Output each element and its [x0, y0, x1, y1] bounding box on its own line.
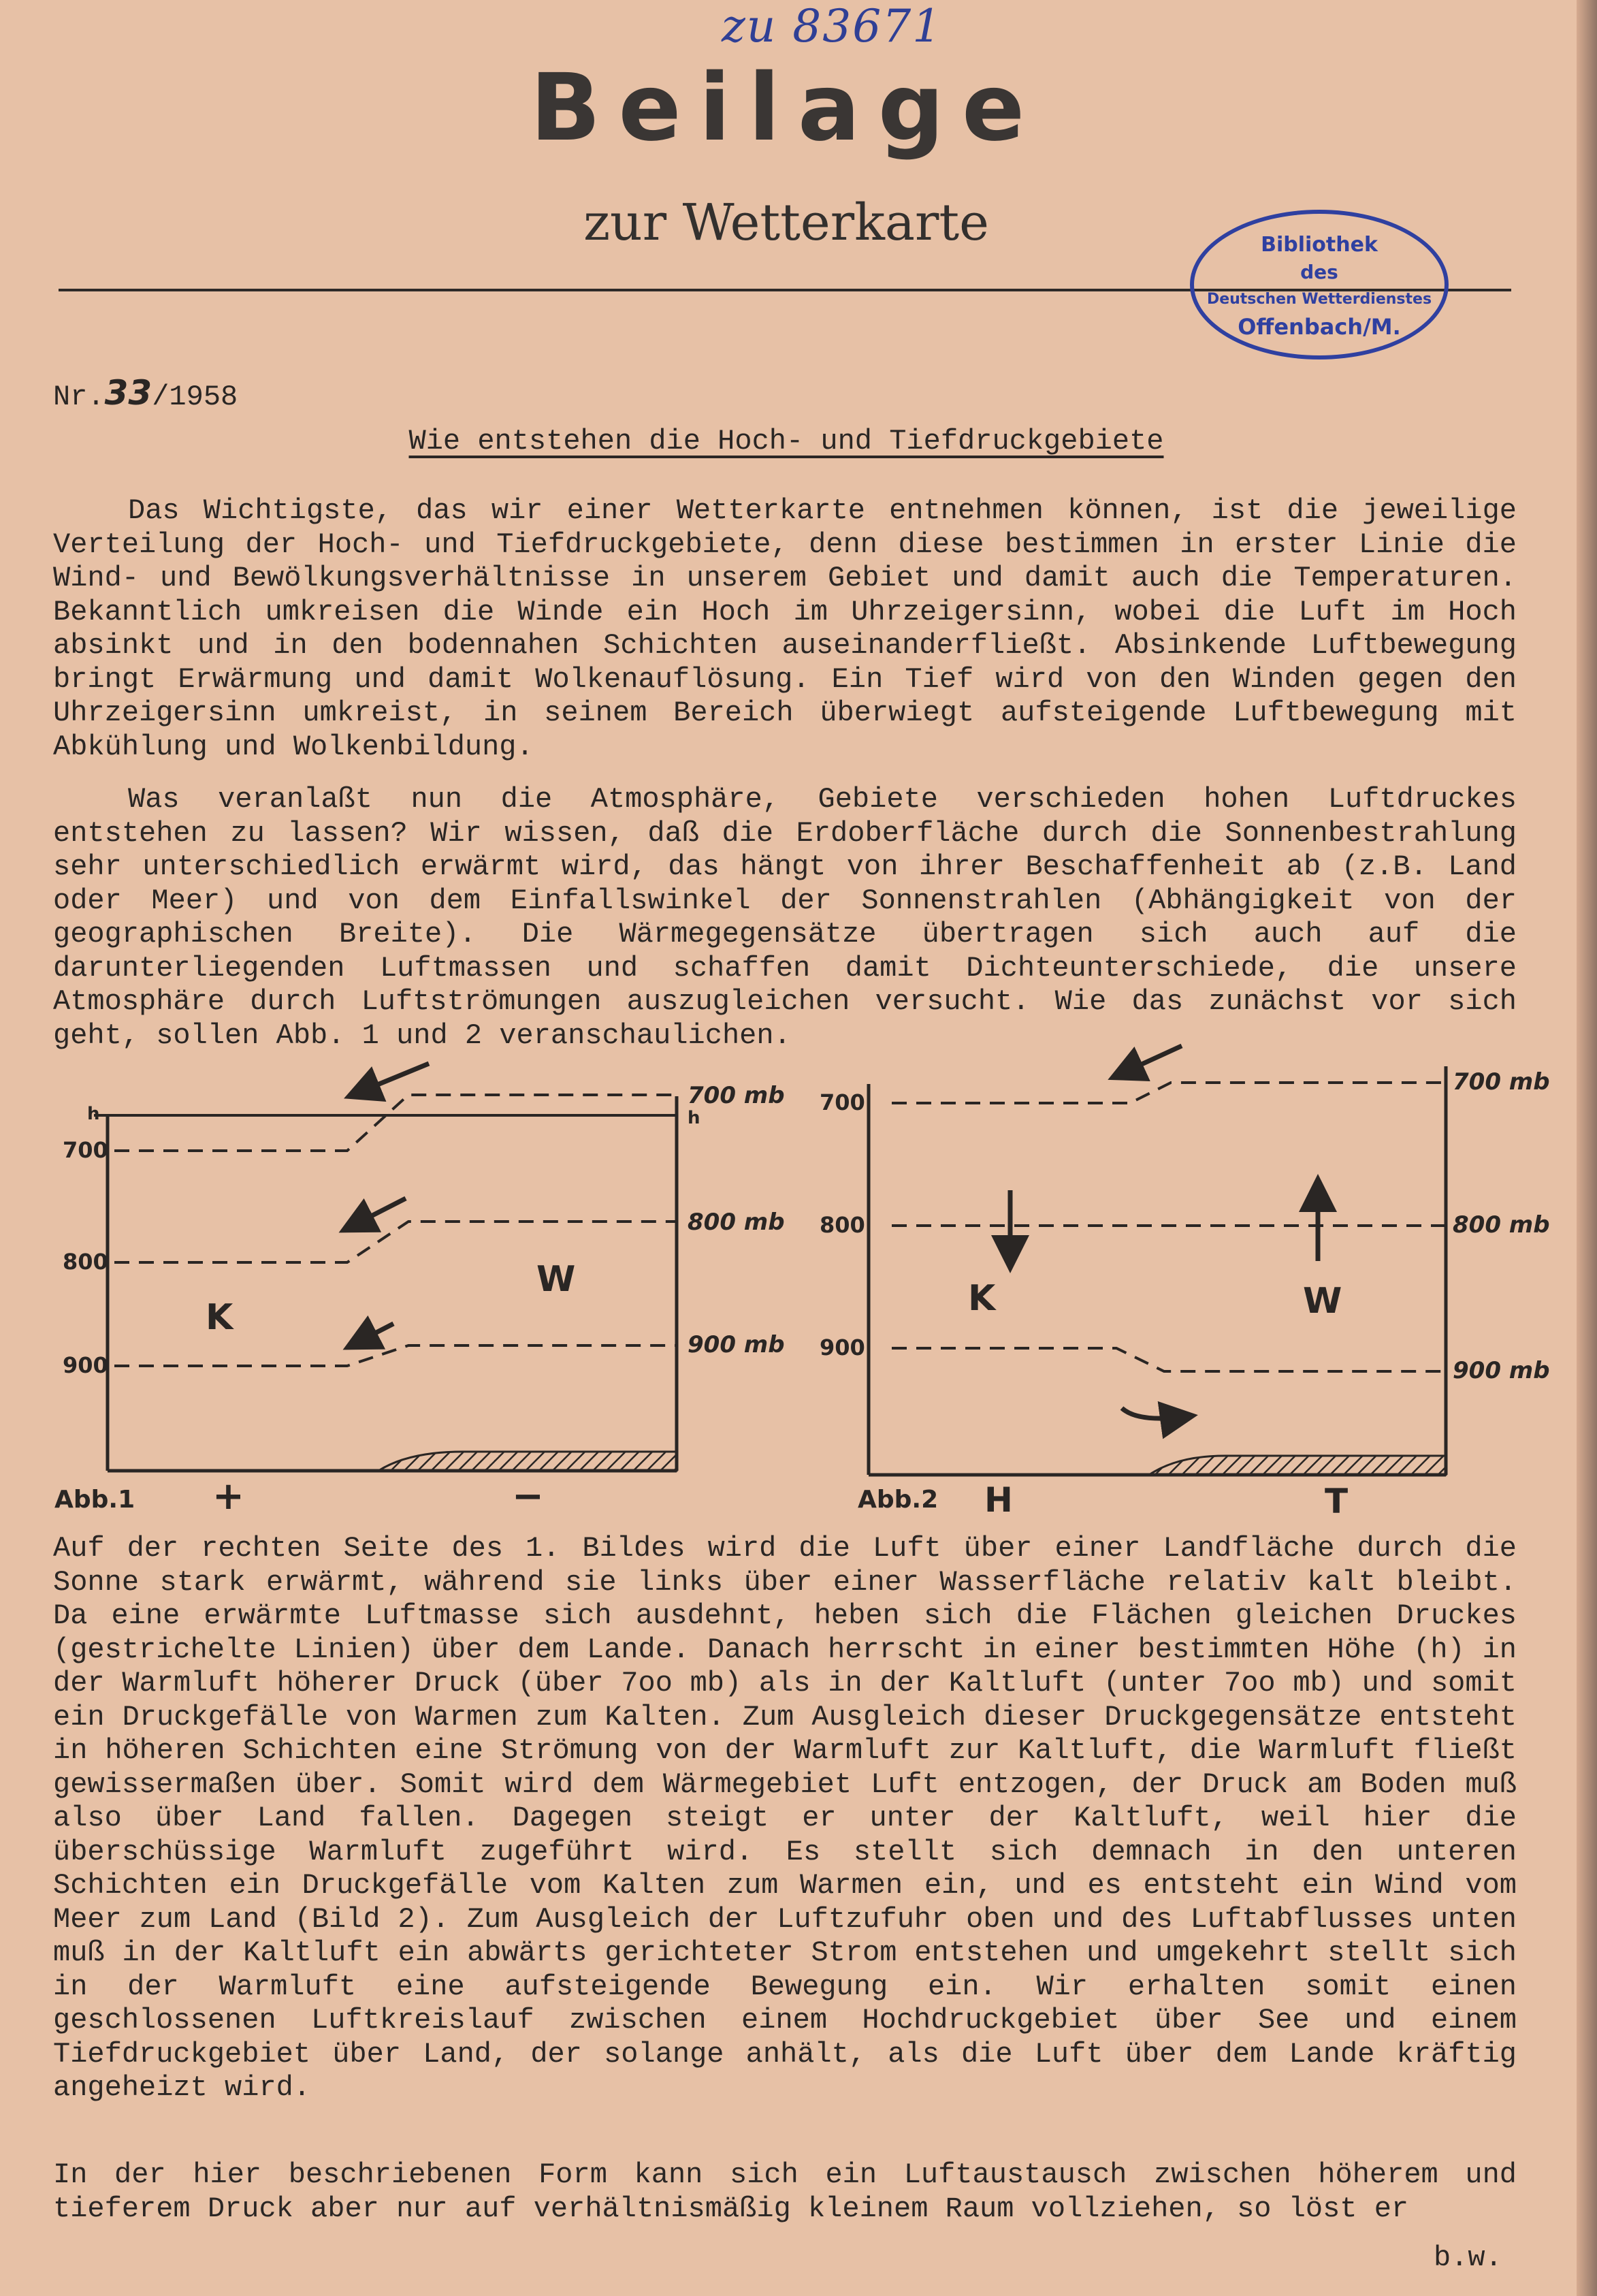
paragraph	[53, 2158, 1517, 2226]
fig1-plus-sign: +	[212, 1474, 244, 1518]
fig2-low-letter: T	[1325, 1482, 1349, 1521]
page-title: Beilage	[530, 54, 1043, 162]
figure-2	[869, 1046, 1446, 1475]
fig2-left-level-label: 800	[820, 1212, 865, 1238]
article-heading-text: Wie entstehen die Hoch- und Tiefdruckgebiete	[408, 425, 1164, 458]
paragraph-text: Auf der rechten Seite des 1. Bildes wird die Luft über einer Landfläche durch die Sonne stark erwärmt, während sie links über einer Wasserfläche relativ kalt bleibt. Da eine erwärmte Luftmasse sich ausdehnt, heben sich die Flächen gleichen Druckes (gestrichelte Linien) über dem Lande. Danach herrscht in einer bestimmten Höhe (h) in der Warmluft höherer Druck (über 7oo mb) als in der Kaltluft (unter 7oo mb) und somit ein Druckgefälle von Warmen zum Kalten. Zum Ausgleich dieser Druckgegensätze entsteht in höheren Schichten eine Strömung von der Warmluft zur Kaltluft, die Warmluft fließt gewissermaßen über. Somit wird dem Wärmegebiet Luft entzogen, der Druck am Boden muß also über Land fallen. Dagegen steigt er unter der Kaltluft, weil hier die überschüssige Warmluft zugeführt wird. Es stellt sich demnach in den unteren Schichten ein Druckgefälle vom Kalten zum Warmen ein, und es entsteht ein Wind vom Meer zum Land (Bild 2). Zum Ausgleich der Luftzufuhr oben und des Luftabflusses unten muß in der Kaltluft ein abwärts gerichteter Strom entstehen und umgekehrt stellt sich in der Warmluft eine aufsteigende Bewegung ein. Wir erhalten somit einen geschlossenen Luftkreislauf zwischen einem Hochdruckgebiet über See und einem Tiefdruckgebiet über Land, der solange anhält, als die Luft über dem Lande kräftig angeheizt wird.	[53, 1532, 1517, 2104]
continued-marker: b.w.	[1434, 2242, 1502, 2274]
fig2-land	[1149, 1456, 1446, 1475]
fig1-right-level-label: 900 mb	[688, 1331, 785, 1358]
fig1-isobars	[114, 1095, 677, 1366]
figure-1	[94, 1064, 677, 1471]
fig1-warm-label: W	[536, 1259, 576, 1300]
issue-num: 33	[104, 373, 152, 413]
fig1-land	[378, 1452, 677, 1471]
issue-prefix: Nr.	[53, 381, 105, 413]
fig2-right-level-label: 800 mb	[1453, 1211, 1550, 1239]
paragraph-text: Was veranlaßt nun die Atmosphäre, Gebiete verschieden hohen Luftdruckes entstehen zu lassen? Wir wissen, daß die Erdoberfläche durch die Sonnenbestrahlung sehr unterschiedlich erwärmt wird, das hängt von ihrer Beschaffenheit ab (z.B. Land oder Meer) und von dem Einfallswinkel der Sonnenstrahlen (Abhängigkeit von der geographischen Breite). Die Wärmegegensätze übertragen sich auch auf die darunterliegenden Luftmassen und schaffen damit Dichteunterschiede, die unsere Atmosphäre durch Luftströmungen auszugleichen versucht. Wie das zunächst vor sich geht, sollen Abb. 1 und 2 veranschaulichen.	[53, 783, 1517, 1052]
issue-year: /1958	[152, 381, 238, 413]
fig1-arrows	[347, 1064, 429, 1345]
fig1-caption: Abb.1	[54, 1486, 135, 1514]
stamp-line: des	[1300, 261, 1338, 283]
fig1-left-level-label: h	[87, 1104, 100, 1124]
fig1-right-level-label: 700 mb	[688, 1082, 785, 1109]
fig2-isobars	[892, 1083, 1446, 1371]
fig1-right-level-label: h	[688, 1108, 700, 1128]
handwritten-note: zu 83671	[722, 0, 943, 52]
fig2-warm-label: W	[1303, 1281, 1342, 1322]
fig1-right-level-label: 800 mb	[688, 1209, 785, 1236]
fig2-left-level-label: 900	[820, 1335, 865, 1360]
fig1-minus-sign: −	[512, 1474, 544, 1518]
stamp-line: Bibliothek	[1261, 233, 1378, 257]
paragraph-text: Das Wichtigste, das wir einer Wetterkarte entnehmen können, ist die jeweilige Verteilung der Hoch- und Tiefdruckgebiete, denn diese bestimmen in erster Linie die Wind- und Bewölkungsverhältnisse in unserem Gebiet und damit auch die Temperaturen. Bekanntlich umkreisen die Winde ein Hoch im Uhrzeigersinn, wobei die Luft im Hoch absinkt und in den bodennahen Schichten auseinanderfließt. Absinkende Luftbewegung bringt Erwärmung und damit Wolkenauflösung. Ein Tief wird von den Winden gegen den Uhrzeigersinn umkreist, in seinem Bereich überwiegt aufsteigende Luftbewegung mit Abkühlung und Wolkenbildung.	[53, 494, 1517, 763]
fig2-arrows	[1010, 1046, 1318, 1418]
fig2-high-letter: H	[984, 1480, 1013, 1520]
fig2-cold-label: K	[968, 1278, 996, 1319]
paragraph	[53, 1532, 1517, 2105]
fig2-labels	[820, 1068, 1550, 1521]
fig2-right-level-label: 700 mb	[1453, 1068, 1550, 1096]
paragraph-text: In der hier beschriebenen Form kann sich ein Luftaustausch zwischen höherem und tieferem Druck aber nur auf verhältnismäßig kleinem Raum vollziehen, so löst er	[53, 2158, 1517, 2225]
fig1-cold-label: K	[206, 1297, 233, 1338]
stamp-line: Deutschen Wetterdienstes	[1206, 291, 1432, 308]
fig1-left-level-label: 900	[63, 1352, 108, 1378]
stamp-line: Offenbach/M.	[1238, 314, 1401, 340]
page-subtitle: zur Wetterkarte	[583, 193, 989, 252]
fig2-left-level-label: 700	[820, 1089, 865, 1115]
fig1-left-level-label: 800	[63, 1249, 108, 1275]
fig1-left-level-label: 700	[63, 1137, 108, 1163]
fig2-caption: Abb.2	[858, 1486, 939, 1514]
fig2-right-level-label: 900 mb	[1453, 1357, 1550, 1384]
